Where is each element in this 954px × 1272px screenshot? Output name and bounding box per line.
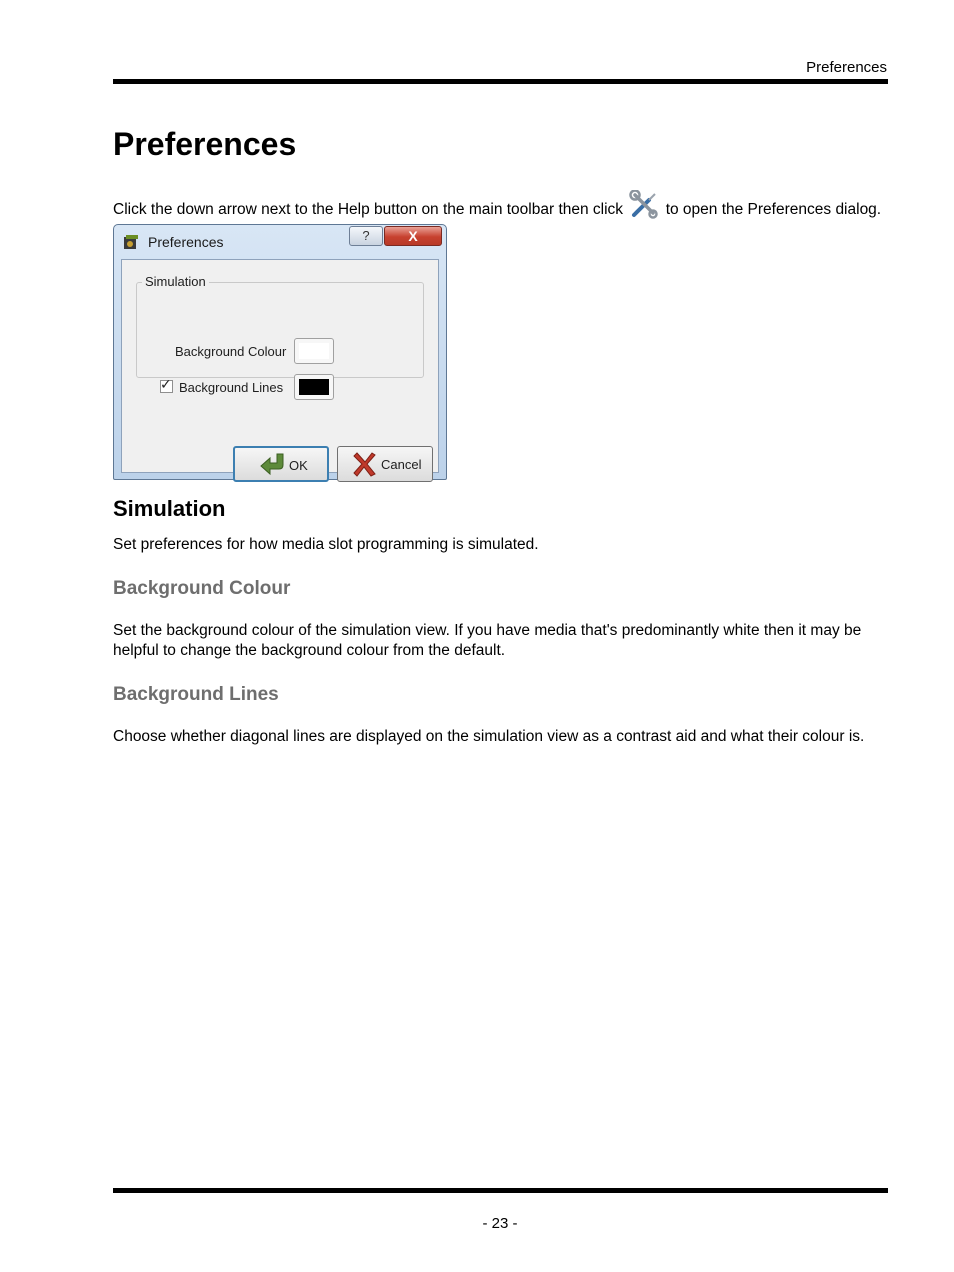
app-icon (122, 233, 140, 251)
group-label: Simulation (142, 274, 209, 289)
intro-text-before: Click the down arrow next to the Help button on the main toolbar then click (113, 201, 624, 218)
background-lines-swatch[interactable] (294, 374, 334, 400)
cancel-x-icon (352, 450, 378, 478)
checkmark-icon: ✓ (160, 376, 172, 392)
page-title: Preferences (113, 126, 297, 162)
ok-label: OK (289, 458, 308, 473)
help-button[interactable]: ? (349, 226, 383, 246)
background-colour-text: Set the background colour of the simulation view. If you have media that's predominantly white then it may be helpful to change the background colour from the default. (113, 622, 862, 659)
background-lines-heading: Background Lines (113, 684, 279, 705)
page-number: - 23 - (482, 1215, 518, 1232)
background-colour-swatch[interactable] (294, 338, 334, 364)
simulation-text: Set preferences for how media slot programming is simulated. (113, 536, 539, 553)
cancel-label: Cancel (381, 457, 422, 472)
background-lines-label: Background Lines (179, 380, 284, 395)
background-lines-text: Choose whether diagonal lines are displayed on the simulation view as a contrast aid and what their colour is. (113, 728, 865, 745)
footer-rule (113, 1188, 888, 1193)
preferences-tools-icon (629, 190, 659, 220)
background-lines-fill (299, 379, 329, 395)
background-colour-label: Background Colour (175, 344, 287, 359)
intro-paragraph (113, 190, 888, 220)
running-header: Preferences (806, 59, 887, 76)
close-button[interactable]: X (384, 226, 442, 246)
cancel-button[interactable] (337, 446, 433, 482)
background-colour-heading: Background Colour (113, 578, 291, 599)
ok-arrow-icon (259, 451, 289, 479)
background-lines-checkbox[interactable] (160, 376, 173, 393)
header-rule (113, 79, 888, 84)
simulation-groupbox (136, 282, 424, 378)
dialog-title: Preferences (148, 234, 224, 250)
intro-text-after: to open the Preferences dialog. (665, 201, 882, 218)
dialog-client-area (121, 259, 439, 473)
background-colour-fill (299, 343, 329, 359)
simulation-heading: Simulation (113, 496, 226, 521)
ok-button[interactable] (233, 446, 329, 482)
preferences-dialog (113, 224, 447, 480)
